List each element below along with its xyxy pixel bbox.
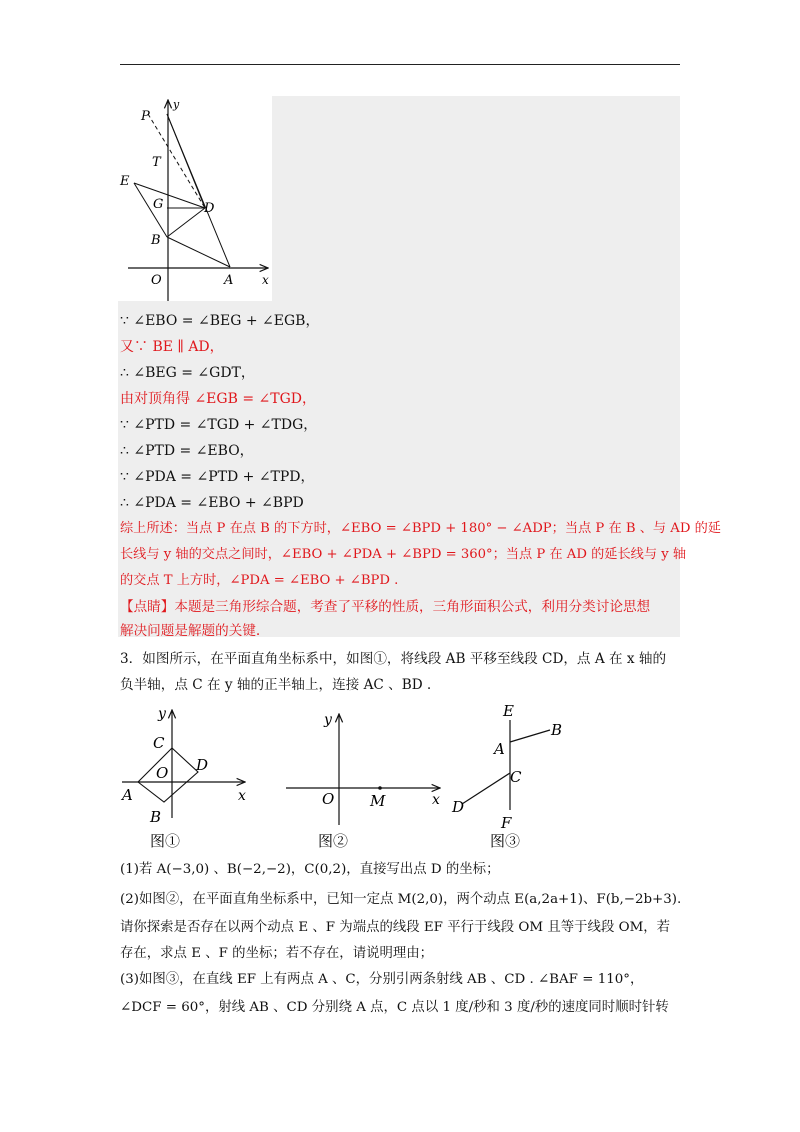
label-E: E <box>120 174 130 189</box>
question-3-line-1: (3)如图③，在直线 EF 上有两点 A 、C，分别引两条射线 AB 、CD . ∠BAF = 110°， <box>120 972 644 987</box>
f2-label-M: M <box>370 792 386 810</box>
summary-line-3: 的交点 T 上方时，∠PDA = ∠EBO + ∠BPD . <box>120 573 399 588</box>
question-2-line-1: (2)如图②，在平面直角坐标系中，已知一定点 M(2,0)，两个动点 E(a,2a+1)、F(b,−2b+3). <box>120 892 682 907</box>
f1-label-A: A <box>122 786 133 804</box>
f2-label-y: y <box>324 712 332 728</box>
header-rule <box>120 64 680 65</box>
f1-label-B: B <box>150 808 162 826</box>
label-O: O <box>151 273 162 288</box>
label-G: G <box>153 197 164 212</box>
summary-line-1: 综上所述：当点 P 在点 B 的下方时，∠EBO = ∠BPD + 180° − ∠ADP；当点 P 在 B 、与 AD 的延 <box>120 521 721 536</box>
comment-line-2: 解决问题是解题的关键. <box>120 623 261 639</box>
label-A: A <box>224 273 234 288</box>
proof-line-4: 由对顶角得 ∠EGB = ∠TGD， <box>120 391 316 407</box>
solution-figure <box>118 96 272 301</box>
f3-label-F: F <box>501 814 512 832</box>
f1-caption: 图① <box>150 832 181 850</box>
figure-3 <box>451 702 562 850</box>
f2-caption: 图② <box>318 832 349 850</box>
proof-line-8: ∴ ∠PDA = ∠EBO + ∠BPD <box>120 495 304 511</box>
solution-figure-svg <box>118 96 272 301</box>
f3-label-B: B <box>551 721 563 739</box>
label-y: y <box>173 98 180 111</box>
problem3-intro-2: 负半轴，点 C 在 y 轴的正半轴上，连接 AC 、BD . <box>120 677 432 693</box>
question-2-line-2: 请你探索是否存在以两个动点 E 、F 为端点的线段 EF 平行于线段 OM 且等于线段 OM，若 <box>120 920 671 935</box>
question-2-line-3: 存在，求点 E 、F 的坐标；若不存在，请说明理由； <box>120 946 434 961</box>
proof-line-7: ∵ ∠PDA = ∠PTD + ∠TPD， <box>120 469 315 485</box>
label-P: P <box>141 109 150 124</box>
f3-label-D: D <box>452 798 465 816</box>
f3-label-C: C <box>510 768 522 786</box>
label-x: x <box>262 273 269 287</box>
f3-label-A: A <box>494 740 505 758</box>
question-1: (1)若 A(−3,0) 、B(−2,−2)，C(0,2)，直接写出点 D 的坐标； <box>120 862 500 877</box>
problem3-figures <box>110 700 690 855</box>
f3-caption: 图③ <box>490 832 521 850</box>
problem3-intro-1: 3．如图所示，在平面直角坐标系中，如图①，将线段 AB 平移至线段 CD，点 A 在 x 轴的 <box>120 651 667 667</box>
f3-label-E: E <box>503 702 514 720</box>
proof-line-3: ∴ ∠BEG = ∠GDT， <box>120 365 255 381</box>
proof-line-1: ∵ ∠EBO = ∠BEG + ∠EGB， <box>120 313 320 329</box>
f1-label-C: C <box>153 734 165 752</box>
f1-label-y: y <box>158 706 166 722</box>
f1-label-D: D <box>196 756 209 774</box>
summary-line-2: 长线与 y 轴的交点之间时，∠EBO + ∠PDA + ∠BPD = 360°；当点 P 在 AD 的延长线与 y 轴 <box>120 547 687 562</box>
f2-label-x: x <box>432 792 440 808</box>
proof-line-2: 又∵ BE ∥ AD， <box>120 339 224 355</box>
label-D: D <box>204 201 215 216</box>
proof-line-5: ∵ ∠PTD = ∠TGD + ∠TDG， <box>120 417 318 433</box>
label-T: T <box>152 155 161 170</box>
proof-line-6: ∴ ∠PTD = ∠EBO， <box>120 443 254 459</box>
figure-2 <box>286 712 440 850</box>
label-B: B <box>151 233 161 248</box>
comment-line-1: 【点睛】本题是三角形综合题，考查了平移的性质，三角形面积公式，利用分类讨论思想 <box>120 599 651 615</box>
f1-label-O: O <box>156 764 169 782</box>
question-3-line-2: ∠DCF = 60°，射线 AB 、CD 分别绕 A 点，C 点以 1 度/秒和 3 度/秒的速度同时顺时针转 <box>120 1000 669 1015</box>
f2-label-O: O <box>322 790 335 808</box>
f1-label-x: x <box>238 788 246 804</box>
figure-1 <box>120 706 246 850</box>
